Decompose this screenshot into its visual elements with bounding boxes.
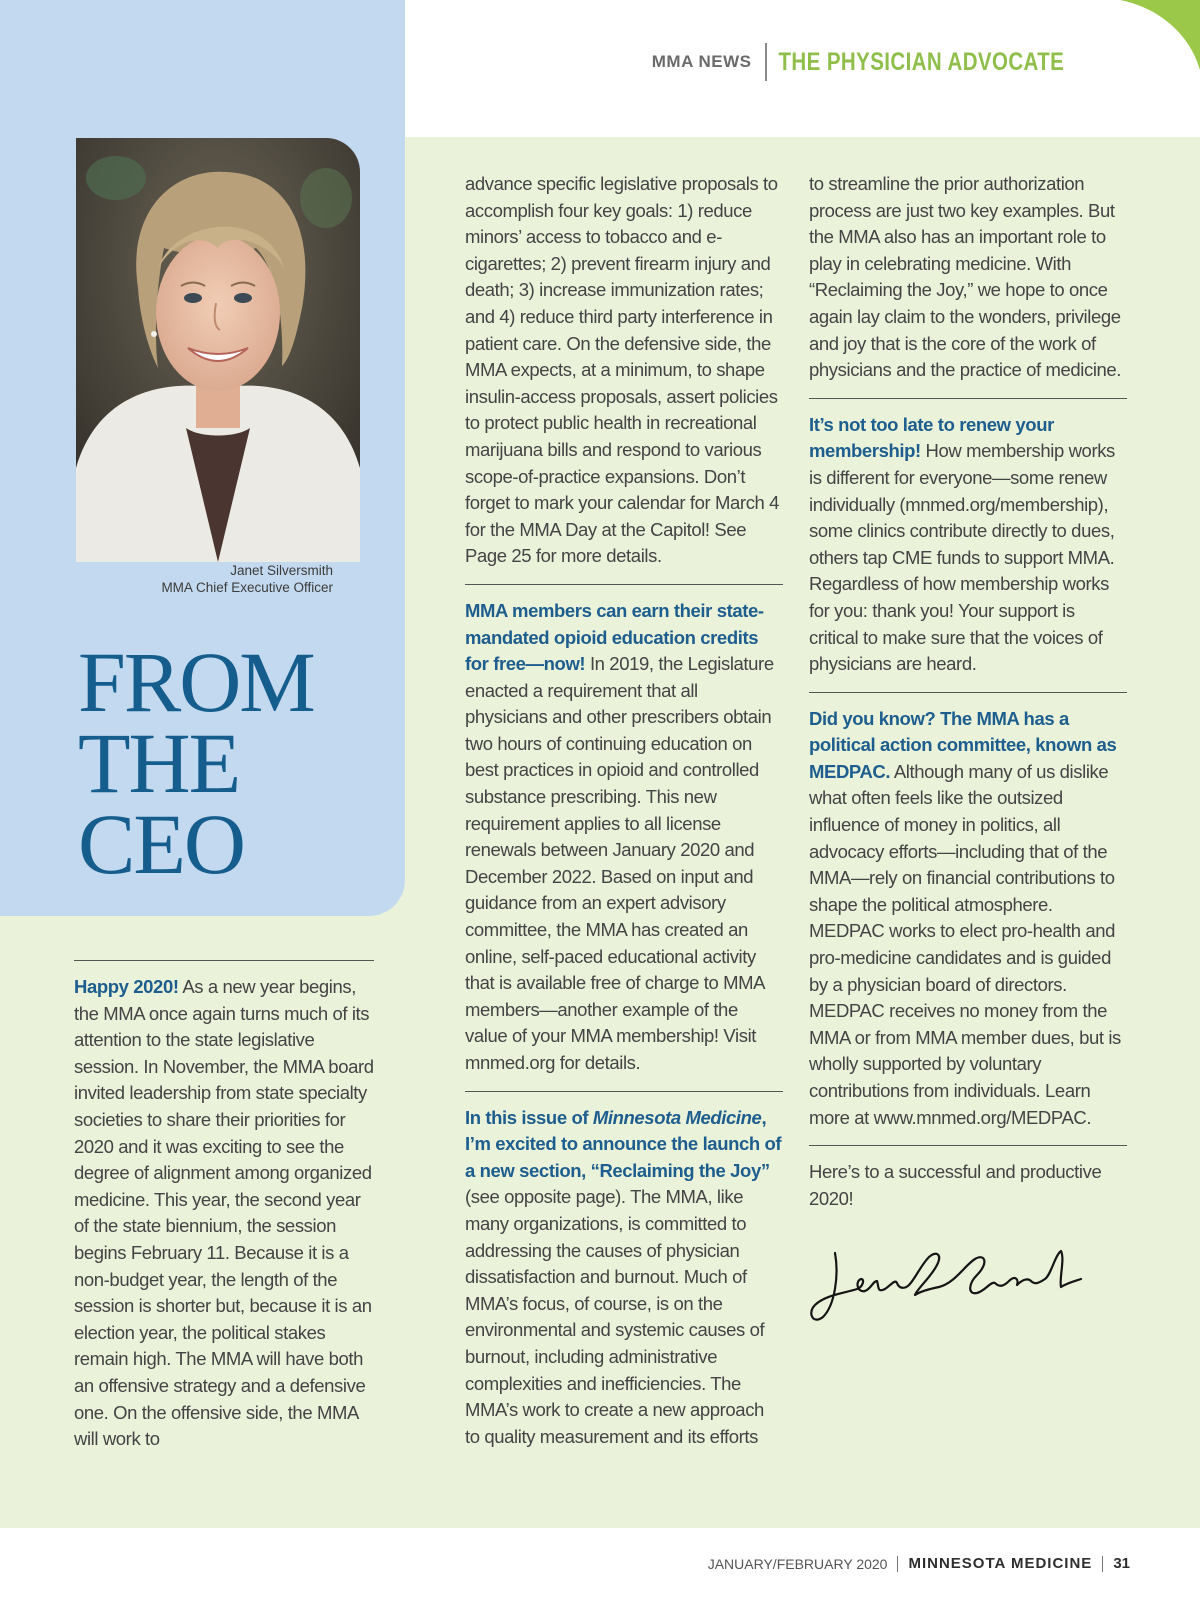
caption-name: Janet Silversmith: [230, 563, 333, 578]
section-rule: [809, 692, 1127, 693]
footer-divider: [897, 1556, 898, 1572]
paragraph: [809, 706, 1127, 1132]
paragraph-text: In 2019, the Legislature enacted a requirement that all physicians and other prescribers obtain two hours of continuing education on best practices in opioid and controlled substance prescribing. This new requirement applies to all license renewals between January 2020 and December 2022. Based on input and guidance from an expert advisory committee, the MMA has created an online, self-paced educational activity that is available free of charge to MMA members—another example of the value of your MMA membership! Visit mnmed.org for details.: [465, 653, 774, 1073]
issue-date: JANUARY/FEBRUARY 2020: [707, 1555, 888, 1572]
text-column-1: [74, 960, 374, 1453]
paragraph-lead: Did you know? The MMA has a political action committee, known as MEDPAC.: [809, 707, 1117, 782]
text-column-3: [809, 171, 1127, 1212]
paragraph: [74, 974, 374, 1453]
paragraph-text: (see opposite page). The MMA, like many organizations, is committed to addressing the causes of physician dissatisfaction and burnout. Much of MMA’s focus, of course, is on the environmental and systemic causes of burnout, including administrative complexities and inefficiencies. The MMA’s work to create a new approach to quality measurement and its efforts: [465, 1186, 765, 1447]
section-rule: [465, 1091, 783, 1092]
title-line: FROM: [78, 634, 314, 730]
caption-title: MMA Chief Executive Officer: [161, 580, 333, 595]
lead-part: , I’m excited to announce the launch of a new section, “Reclaiming the Joy”: [465, 1106, 782, 1181]
paragraph-text: How membership works is different for everyone—some renew individually (mnmed.org/membership), some clinics contribute directly to dues, others tap CME funds to support MMA. Regardless of how membership works for you: thank you! Your support is critical to make sure that the voices of physicians are heard.: [809, 440, 1115, 675]
page-title: [78, 634, 314, 892]
ceo-signature: [805, 1235, 1095, 1325]
lead-part: In this issue of: [465, 1106, 593, 1128]
section-rule: [809, 1145, 1127, 1146]
lead-italic: Minnesota Medicine: [592, 1106, 762, 1128]
footer-divider: [1102, 1556, 1103, 1572]
paragraph-lead: Happy 2020!: [74, 976, 179, 997]
page-number: 31: [1113, 1555, 1130, 1572]
paragraph-lead: MMA members can earn their state-mandated opioid education credits for free—now!: [465, 599, 764, 675]
section-label: MMA NEWS: [651, 52, 752, 71]
title-line: THE: [78, 715, 240, 811]
paragraph: advance specific legislative proposals to accomplish four key goals: 1) reduce minors’ access to tobacco and e-cigarettes; 2) prevent firearm injury and death; 3) increase immunization rates; and 4) reduce third party interference in patient care. On the defensive side, the MMA expects, at a minimum, to shape insulin-access proposals, assert policies to protect public health in recreational marijuana bills and respond to various scope-of-practice expansions. Don’t forget to mark your calendar for March 4 for the MMA Day at the Capitol! See Page 25 for more details.: [465, 173, 780, 567]
section-rule: [74, 960, 374, 961]
paragraph: [465, 1105, 783, 1451]
corner-swoosh-graphic: [1120, 0, 1200, 70]
page-header: [652, 42, 1130, 82]
paragraph-text: As a new year begins, the MMA once again turns much of its attention to the state legislative session. In November, the MMA board invited leadership from state specialty societies to share their priorities for 2020 and it was exciting to see the degree of alignment among organized medicine. This year, the second year of the state biennium, the session begins February 11. Because it is a non-budget year, the length of the session is shorter but, because it is an election year, the political stakes remain high. The MMA will have both an offensive strategy and a defensive one. On the offensive side, the MMA will work to: [74, 976, 374, 1450]
publication-label: THE PHYSICIAN ADVOCATE: [778, 47, 1065, 76]
title-line: CEO: [78, 796, 244, 892]
paragraph: [465, 598, 783, 1077]
paragraph: [809, 412, 1127, 678]
paragraph: to streamline the prior authorization process are just two key examples. But the MMA also has an important role to play in celebrating medicine. With “Reclaiming the Joy,” we hope to once again lay claim to the wonders, privilege and joy that is the core of the work of physicians and the practice of medicine.: [809, 173, 1122, 381]
section-rule: [809, 398, 1127, 399]
paragraph-lead: [465, 1107, 781, 1181]
paragraph: Here’s to a successful and productive 2020!: [809, 1161, 1102, 1209]
section-rule: [465, 584, 783, 585]
magazine-name: MINNESOTA MEDICINE: [908, 1555, 1093, 1572]
photo-caption: [76, 562, 333, 596]
text-column-2: [465, 171, 783, 1450]
portrait-illustration: [76, 138, 360, 562]
paragraph-text: Although many of us dislike what often feels like the outsized influence of money in politics, all advocacy efforts—including that of the MMA—rely on financial contributions to shape the political atmosphere. MEDPAC works to elect pro-health and pro-medicine candidates and is guided by a physician board of directors. MEDPAC receives no money from the MMA or from MMA member dues, but is wholly supported by voluntary contributions from individuals. Learn more at www.mnmed.org/MEDPAC.: [809, 760, 1121, 1128]
ceo-portrait: [76, 138, 360, 562]
paragraph-lead: It’s not too late to renew your membership!: [809, 413, 1054, 462]
page-footer: [708, 1555, 1130, 1572]
